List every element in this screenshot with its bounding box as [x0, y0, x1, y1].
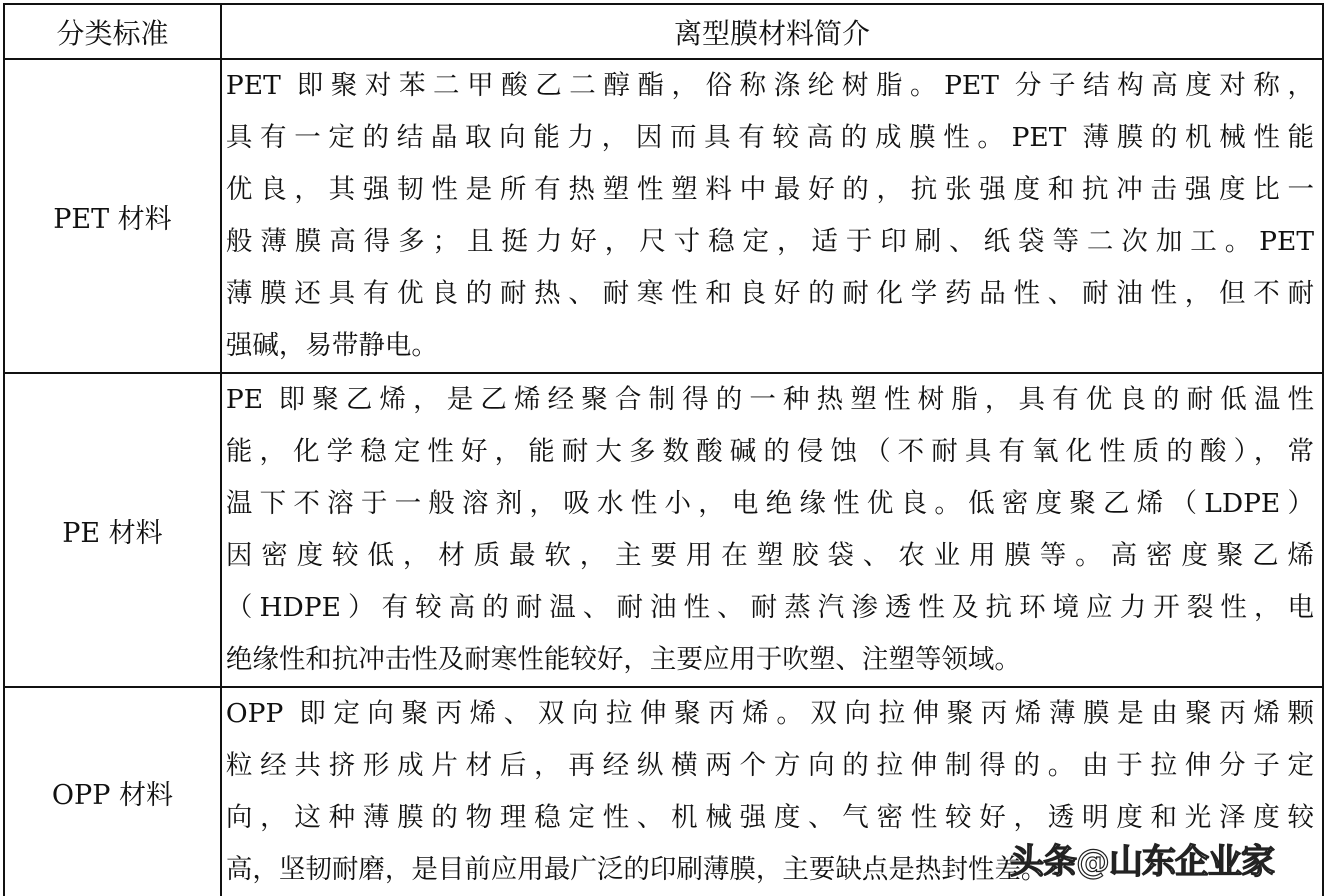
- text-line: 温下不溶于一般溶剂，吸水性小，电绝缘性优良。低密度聚乙烯（LDPE）: [225, 488, 1314, 519]
- table-row-pet: [4, 59, 1323, 373]
- watermark: 头条@山东企业家: [1010, 842, 1274, 882]
- text-line: PET 即聚对苯二甲酸乙二醇酯，俗称涤纶树脂。PET 分子结构高度对称，: [225, 70, 1314, 101]
- text-line: 因密度较低，材质最软，主要用在塑胶袋、农业用膜等。高密度聚乙烯: [225, 540, 1314, 571]
- text-line: PE 即聚乙烯，是乙烯经聚合制得的一种热塑性树脂，具有优良的耐低温性: [225, 384, 1314, 415]
- text-line: 优良，其强韧性是所有热塑性塑料中最好的，抗张强度和抗冲击强度比一: [225, 174, 1314, 205]
- text-line: 薄膜还具有优良的耐热、耐寒性和良好的耐化学药品性、耐油性，但不耐: [225, 278, 1314, 309]
- table-header-row: [4, 4, 1323, 59]
- release-film-table: [3, 3, 1324, 896]
- description-cell: [221, 59, 1323, 373]
- text-line: 具有一定的结晶取向能力，因而具有较高的成膜性。PET 薄膜的机械性能: [225, 122, 1314, 153]
- text-line: OPP 即定向聚丙烯、双向拉伸聚丙烯。双向拉伸聚丙烯薄膜是由聚丙烯颗: [225, 698, 1314, 729]
- text-line: 绝缘性和抗冲击性及耐寒性能较好，主要应用于吹塑、注塑等领域。: [225, 644, 1021, 675]
- text-line: 强碱，易带静电。: [225, 330, 438, 361]
- text-line: （HDPE）有较高的耐温、耐油性、耐蒸汽渗透性及抗环境应力开裂性，电: [225, 592, 1314, 623]
- text-line: 能，化学稳定性好，能耐大多数酸碱的侵蚀（不耐具有氧化性质的酸），常: [225, 436, 1314, 467]
- header-description: 离型膜材料简介: [221, 4, 1323, 59]
- text-line: 向，这种薄膜的物理稳定性、机械强度、气密性较好，透明度和光泽度较: [225, 802, 1314, 833]
- description-cell: [221, 373, 1323, 687]
- text-line: 粒经共挤形成片材后，再经纵横两个方向的拉伸制得的。由于拉伸分子定: [225, 750, 1314, 781]
- category-cell: OPP 材料: [4, 687, 221, 896]
- category-cell: PE 材料: [4, 373, 221, 687]
- category-cell: PET 材料: [4, 59, 221, 373]
- text-line: 高，坚韧耐磨，是目前应用最广泛的印刷薄膜，主要缺点是热封性差。: [225, 854, 1048, 885]
- header-category: 分类标准: [4, 4, 221, 59]
- text-line: 般薄膜高得多；且挺力好，尺寸稳定，适于印刷、纸袋等二次加工。PET: [225, 226, 1314, 257]
- table-row-pe: [4, 373, 1323, 687]
